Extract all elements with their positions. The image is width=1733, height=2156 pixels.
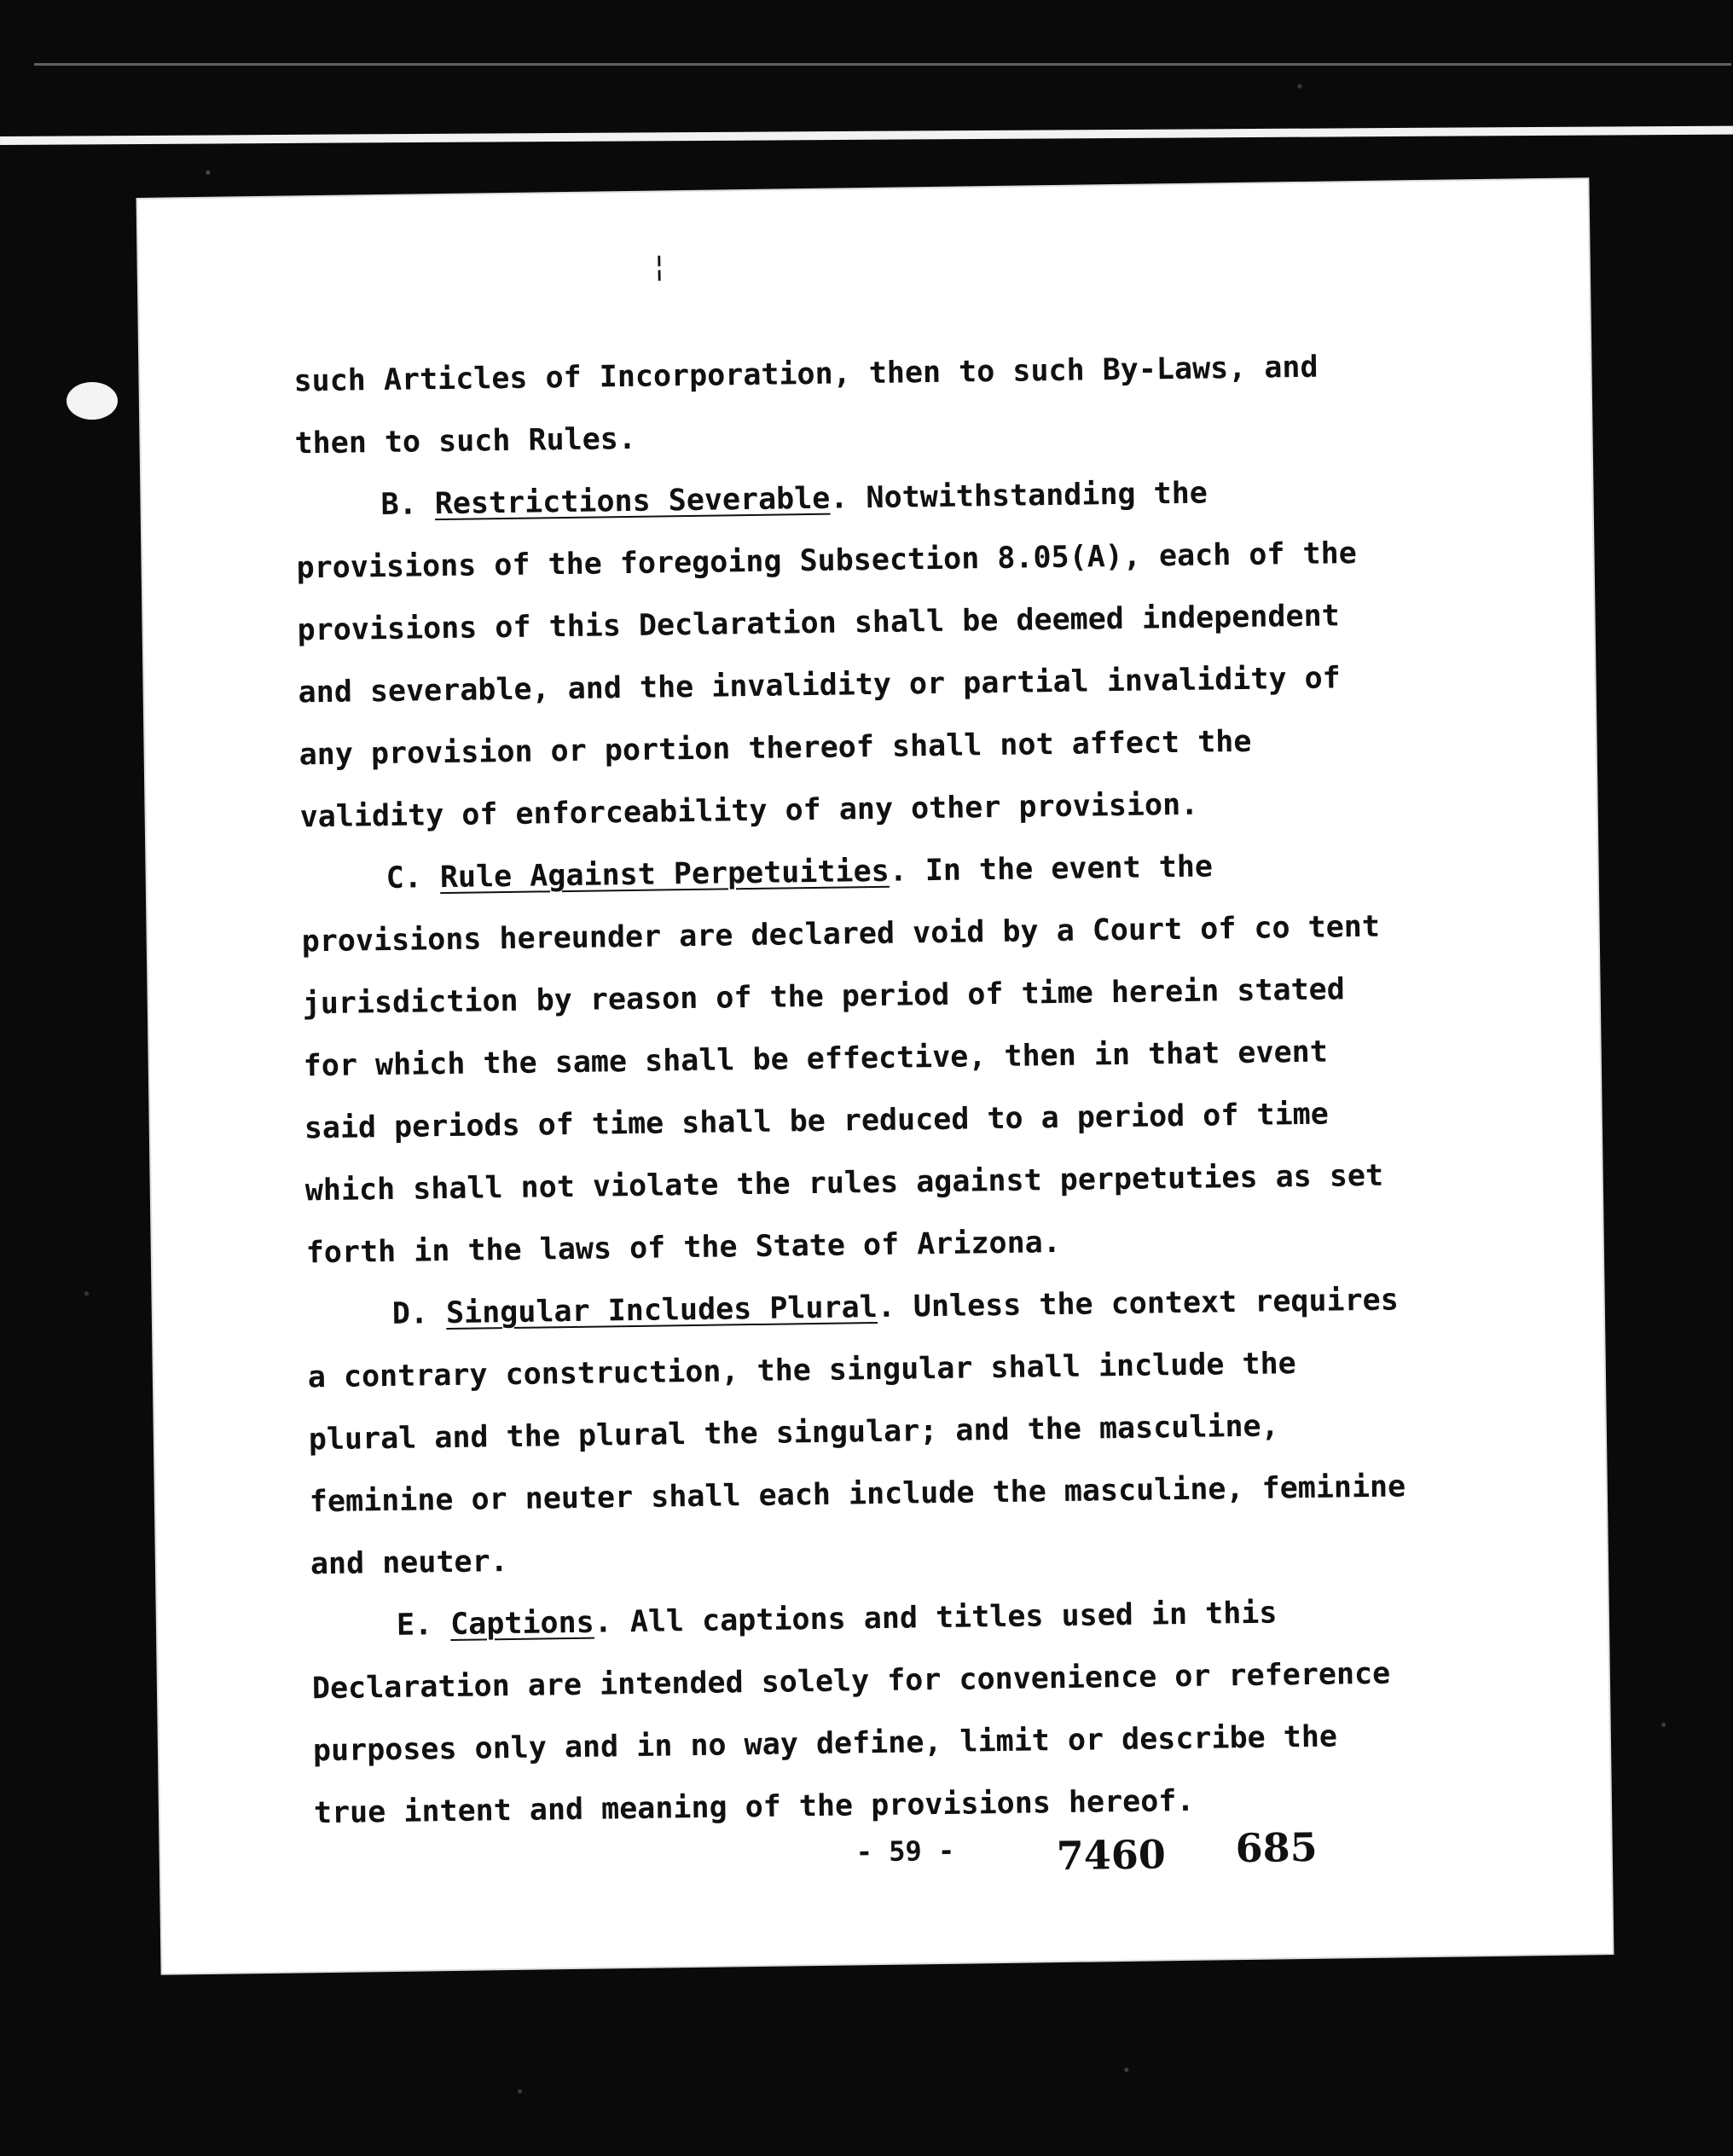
section-c-heading: Rule Against Perpetuities: [439, 854, 890, 895]
section-c: [300, 833, 1415, 1284]
section-d-heading: Singular Includes Plural: [445, 1290, 878, 1331]
section-e-text: . All captions and titles used in this Declaration are intended solely for convenience or reference purposes only and in no way define, limit or describe the true intent and meaning of the provisions hereof.: [311, 1596, 1391, 1831]
punch-hole: [67, 382, 118, 420]
section-e: [310, 1580, 1423, 1845]
scan-top-rule: [34, 63, 1731, 66]
section-b-text: . Notwithstanding the provisions of the foregoing Subsection 8.05(A), each of the provisions of this Declaration shall be deemed independent and severable, and the invalidity or partial invalidity of any provision or portion thereof shall not affect the validity of enforceability of any other provision.: [296, 476, 1358, 835]
page-number: - 59 -: [855, 1834, 955, 1869]
section-e-heading: Captions: [449, 1605, 595, 1643]
section-b: [295, 460, 1409, 849]
section-e-letter: E.: [396, 1608, 433, 1643]
section-d-text: . Unless the context requires a contrary construction, the singular shall include the plural and the plural the singular; and the masculine, feminine or neuter shall each include the masculine, feminine and neuter.: [307, 1283, 1406, 1582]
section-b-heading: Restrictions Severable: [434, 481, 831, 522]
section-d-letter: D.: [391, 1296, 429, 1331]
section-d: [306, 1269, 1419, 1596]
section-b-letter: B.: [380, 487, 418, 523]
section-c-text: . In the event the provisions hereunder are declared void by a Court of co tent jurisdiction by reason of the period of time herein stated for which the same shall be effective, then in that event said periods of time shall be reduced to a period of time which shall not violate the rules against perpetuties as set forth in the laws of the State of Arizona.: [301, 849, 1384, 1271]
section-c-letter: C.: [385, 861, 423, 895]
document-body: [293, 335, 1423, 1845]
paragraph-continuation: such Articles of Incorporation, then to such By-Laws, and then to such Rules.: [293, 350, 1319, 461]
recording-page-number: 685: [1235, 1823, 1319, 1872]
book-number: 7460: [1056, 1831, 1167, 1880]
document-page: [138, 179, 1613, 1973]
page-mark: ¦: [650, 249, 669, 284]
